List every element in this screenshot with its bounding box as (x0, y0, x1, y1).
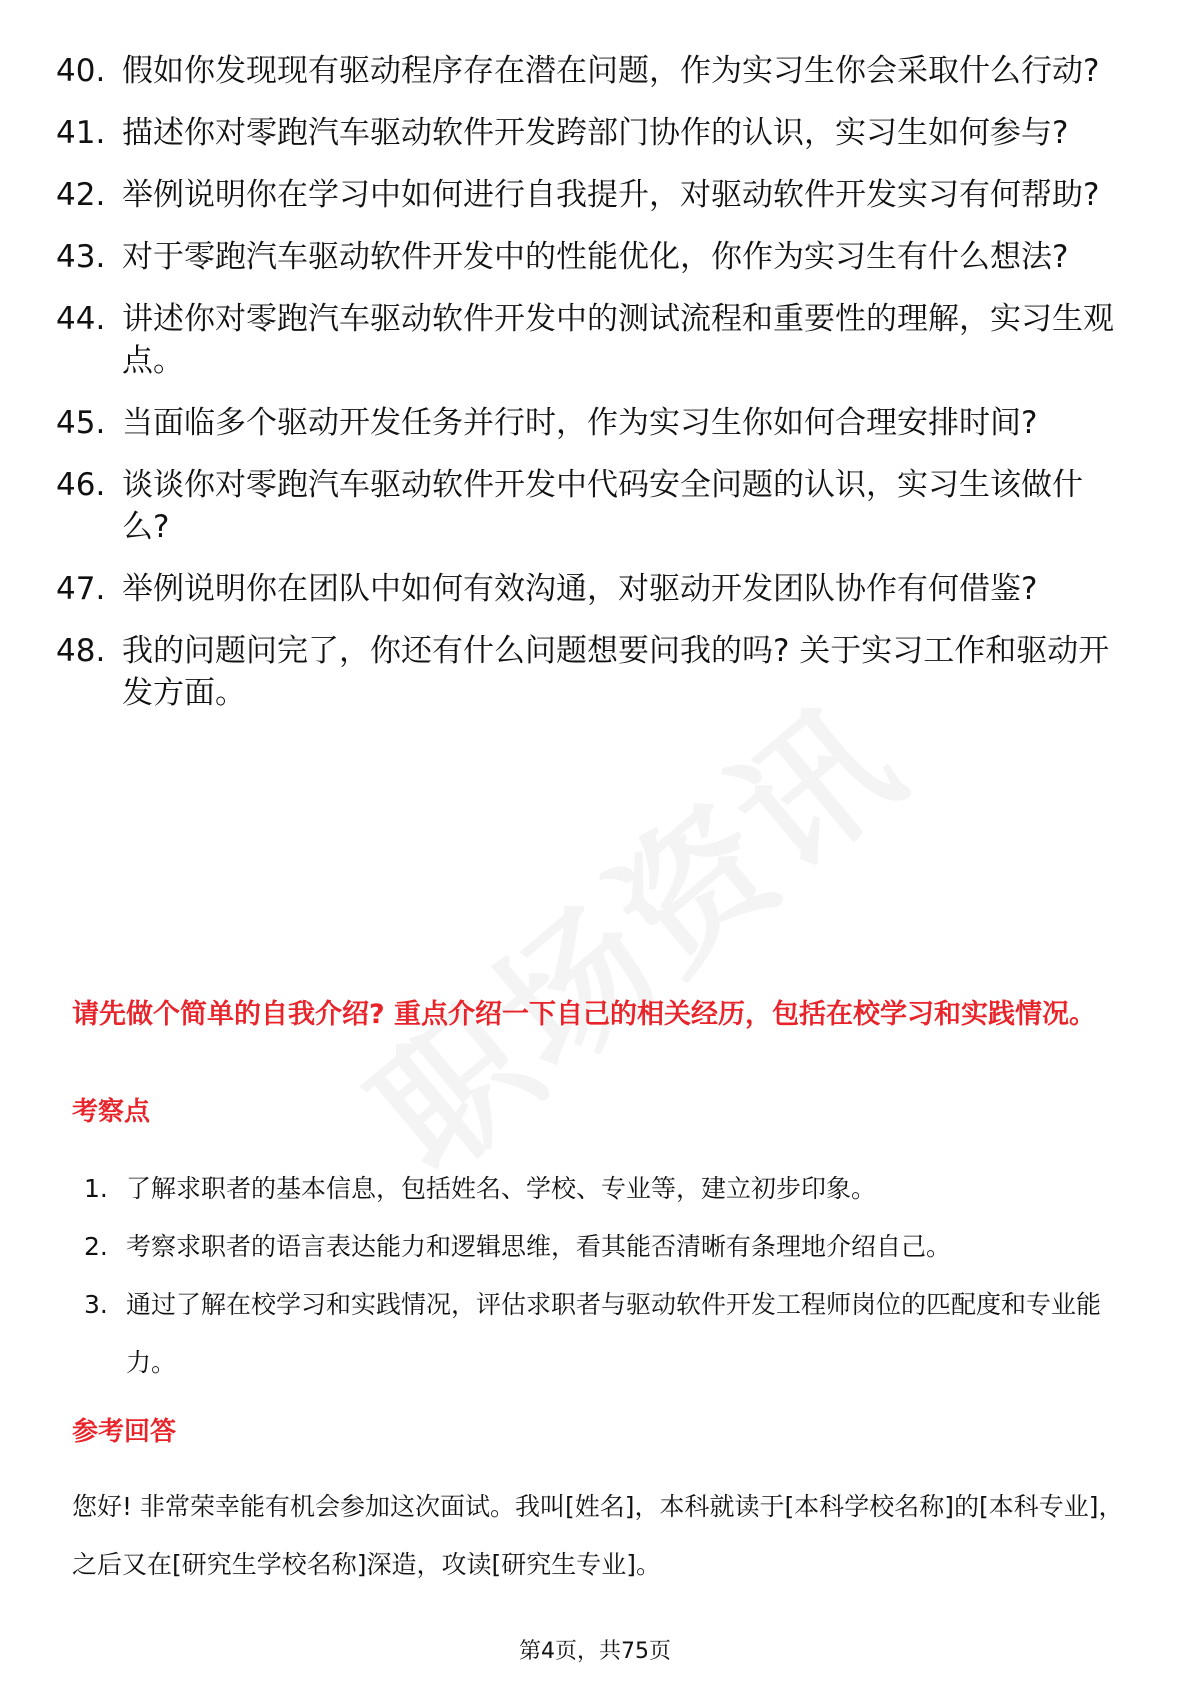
question-list (56, 50, 1116, 734)
question-item (56, 298, 1116, 382)
assessment-point (84, 1218, 1114, 1276)
point-text: 了解求职者的基本信息，包括姓名、学校、专业等，建立初步印象。 (126, 1174, 877, 1203)
question-text: 我的问题问完了，你还有什么问题想要问我的吗? 关于实习工作和驱动开发方面。 (122, 633, 1110, 711)
section-title: 请先做个简单的自我介绍? 重点介绍一下自己的相关经历，包括在校学习和实践情况。 (72, 999, 1097, 1030)
question-number: 42. (56, 177, 106, 213)
question-number: 47. (56, 571, 106, 607)
point-number: 3. (84, 1290, 108, 1319)
question-text: 举例说明你在团队中如何有效沟通，对驱动开发团队协作有何借鉴? (122, 571, 1038, 607)
question-text: 举例说明你在学习中如何进行自我提升，对驱动软件开发实习有何帮助? (122, 177, 1100, 213)
assessment-points-list (84, 1160, 1114, 1392)
point-number: 2. (84, 1232, 108, 1261)
question-item (56, 50, 1116, 92)
question-number: 40. (56, 53, 106, 89)
question-item (56, 464, 1116, 548)
question-number: 45. (56, 405, 106, 441)
question-item (56, 112, 1116, 154)
page-footer: 第4页，共75页 (519, 1639, 671, 1664)
assessment-point (84, 1276, 1114, 1392)
question-text: 对于零跑汽车驱动软件开发中的性能优化，你作为实习生有什么想法? (122, 239, 1069, 275)
question-item (56, 174, 1116, 216)
reference-answer-heading: 参考回答 (72, 1417, 177, 1447)
point-text: 通过了解在校学习和实践情况，评估求职者与驱动软件开发工程师岗位的匹配度和专业能力。 (126, 1290, 1102, 1377)
question-number: 43. (56, 239, 106, 275)
question-number: 48. (56, 633, 106, 669)
question-number: 46. (56, 467, 106, 503)
point-text: 考察求职者的语言表达能力和逻辑思维，看其能否清晰有条理地介绍自己。 (126, 1232, 952, 1261)
question-item (56, 236, 1116, 278)
question-text: 描述你对零跑汽车驱动软件开发跨部门协作的认识，实习生如何参与? (122, 115, 1069, 151)
question-number: 41. (56, 115, 106, 151)
question-text: 谈谈你对零跑汽车驱动软件开发中代码安全问题的认识，实习生该做什么? (122, 467, 1083, 545)
question-item (56, 630, 1116, 714)
question-text: 假如你发现现有驱动程序存在潜在问题，作为实习生你会采取什么行动? (122, 53, 1100, 89)
question-text: 当面临多个驱动开发任务并行时，作为实习生你如何合理安排时间? (122, 405, 1038, 441)
point-number: 1. (84, 1174, 108, 1203)
question-text: 讲述你对零跑汽车驱动软件开发中的测试流程和重要性的理解，实习生观点。 (122, 301, 1114, 379)
assessment-points-heading: 考察点 (72, 1097, 151, 1127)
assessment-point (84, 1160, 1114, 1218)
question-item (56, 568, 1116, 610)
reference-answer-text: 您好! 非常荣幸能有机会参加这次面试。我叫[姓名]，本科就读于[本科学校名称]的[本科专业]，之后又在[研究生学校名称]深造，攻读[研究生专业]。 (72, 1492, 1124, 1579)
question-number: 44. (56, 301, 106, 337)
question-item (56, 402, 1116, 444)
